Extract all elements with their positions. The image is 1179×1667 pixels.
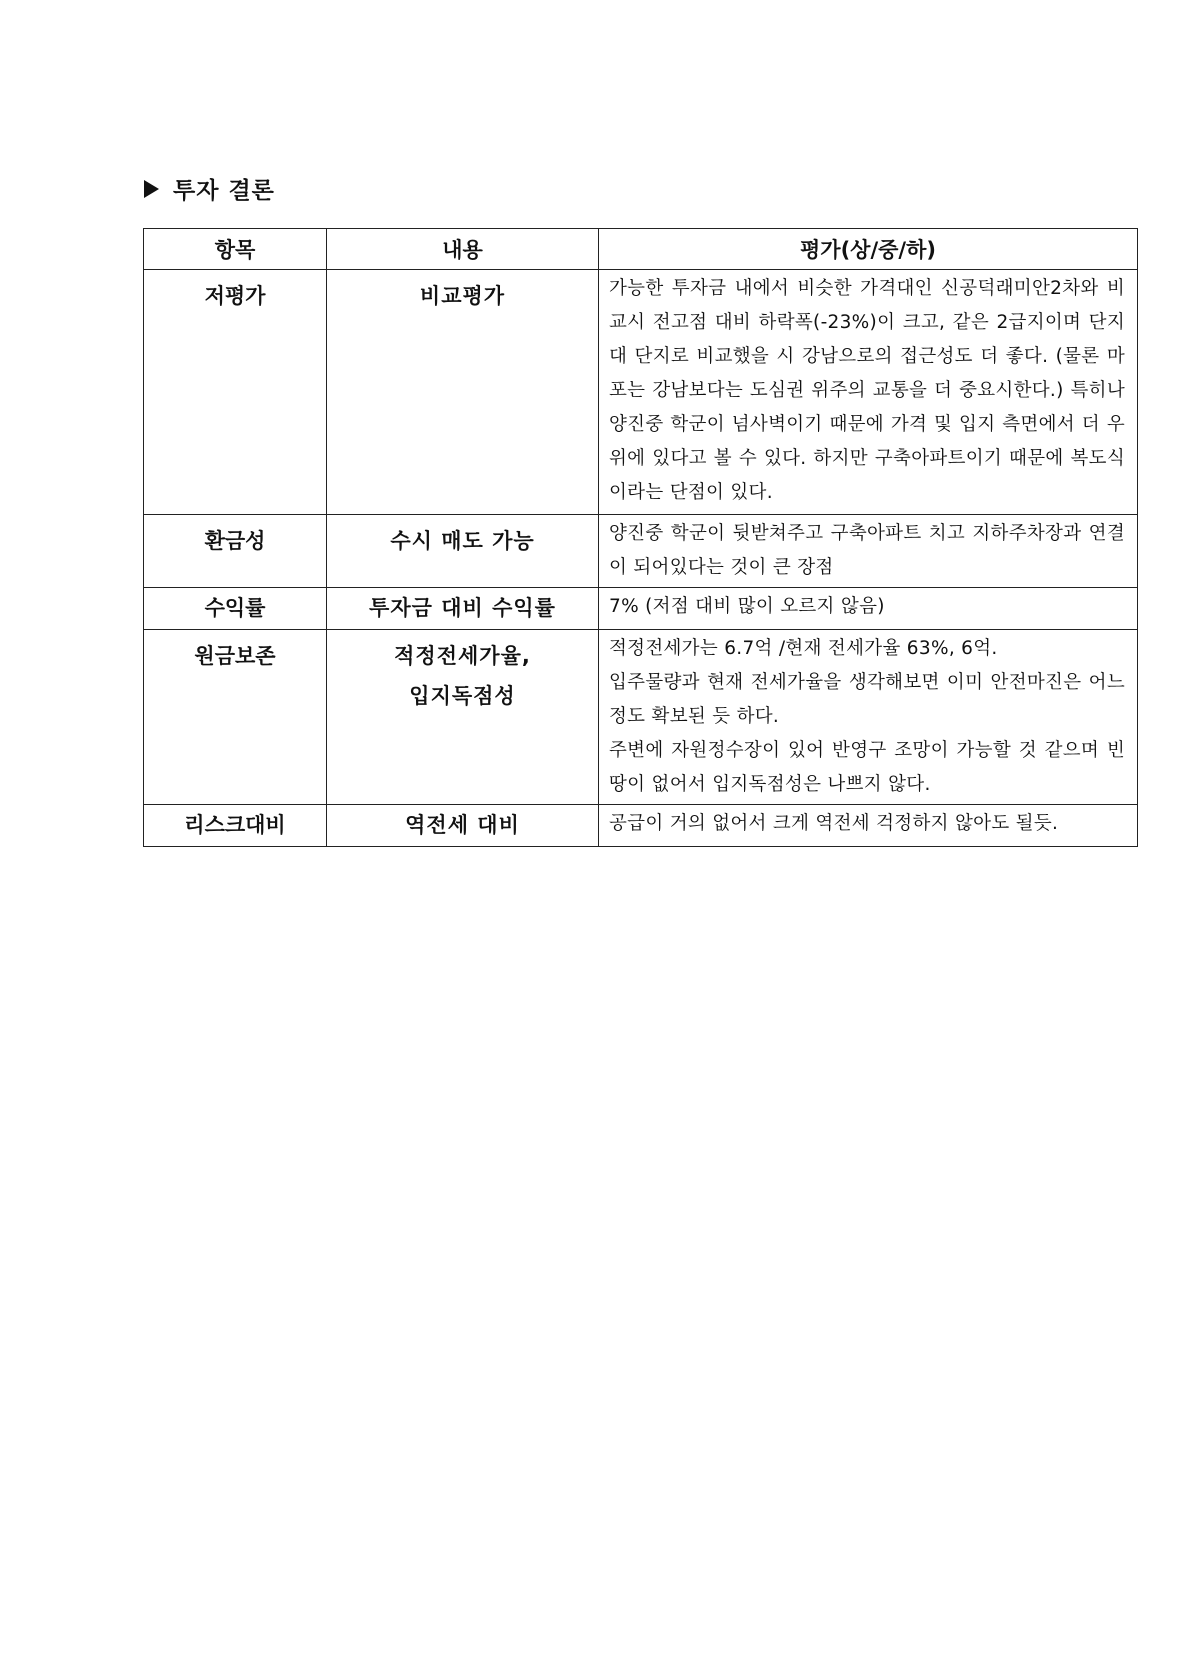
row-item: 저평가 <box>144 270 327 515</box>
row-item: 환금성 <box>144 515 327 588</box>
row-content: 투자금 대비 수익률 <box>327 588 599 630</box>
row-evaluation-line: 입주물량과 현재 전세가율을 생각해보면 이미 안전마진은 어느정도 확보된 듯 하다. <box>609 672 1125 727</box>
row-evaluation: 7% (저점 대비 많이 오르지 않음) <box>599 588 1138 630</box>
row-content: 비교평가 <box>327 270 599 515</box>
table-row <box>144 630 1138 805</box>
row-content: 수시 매도 가능 <box>327 515 599 588</box>
triangle-bullet-icon <box>144 180 159 198</box>
table-header-row <box>144 229 1138 270</box>
section-heading <box>144 172 275 205</box>
table-row <box>144 515 1138 588</box>
row-content-line: 입지독점성 <box>409 684 516 708</box>
row-content-line: 적정전세가율, <box>394 644 531 668</box>
table-row <box>144 588 1138 630</box>
investment-conclusion-table <box>143 228 1138 847</box>
row-evaluation: 공급이 거의 없어서 크게 역전세 걱정하지 않아도 될듯. <box>599 805 1138 847</box>
section-title: 투자 결론 <box>173 178 275 204</box>
table-row <box>144 805 1138 847</box>
header-content: 내용 <box>327 229 599 270</box>
row-item: 수익률 <box>144 588 327 630</box>
row-content: 역전세 대비 <box>327 805 599 847</box>
row-item: 원금보존 <box>144 630 327 805</box>
row-evaluation-line: 주변에 자원정수장이 있어 반영구 조망이 가능할 것 같으며 빈 땅이 없어서 입지독점성은 나쁘지 않다. <box>609 740 1125 795</box>
header-evaluation: 평가(상/중/하) <box>599 229 1138 270</box>
table-row <box>144 270 1138 515</box>
header-item: 항목 <box>144 229 327 270</box>
row-item: 리스크대비 <box>144 805 327 847</box>
row-content <box>327 630 599 805</box>
row-evaluation: 양진중 학군이 뒷받쳐주고 구축아파트 치고 지하주차장과 연결이 되어있다는 것이 큰 장점 <box>599 515 1138 588</box>
row-evaluation: 가능한 투자금 내에서 비슷한 가격대인 신공덕래미안2차와 비교시 전고점 대비 하락폭(-23%)이 크고, 같은 2급지이며 단지 대 단지로 비교했을 시 강남으로의 접근성도 더 좋다. (물론 마포는 강남보다는 도심권 위주의 교통을 더 중요시한다.) 특히나 양진중 학군이 넘사벽이기 때문에 가격 및 입지 측면에서 더 우위에 있다고 볼 수 있다. 하지만 구축아파트이기 때문에 복도식이라는 단점이 있다. <box>599 270 1138 515</box>
row-evaluation <box>599 630 1138 805</box>
row-evaluation-line: 적정전세가는 6.7억 /현재 전세가율 63%, 6억. <box>609 638 998 659</box>
